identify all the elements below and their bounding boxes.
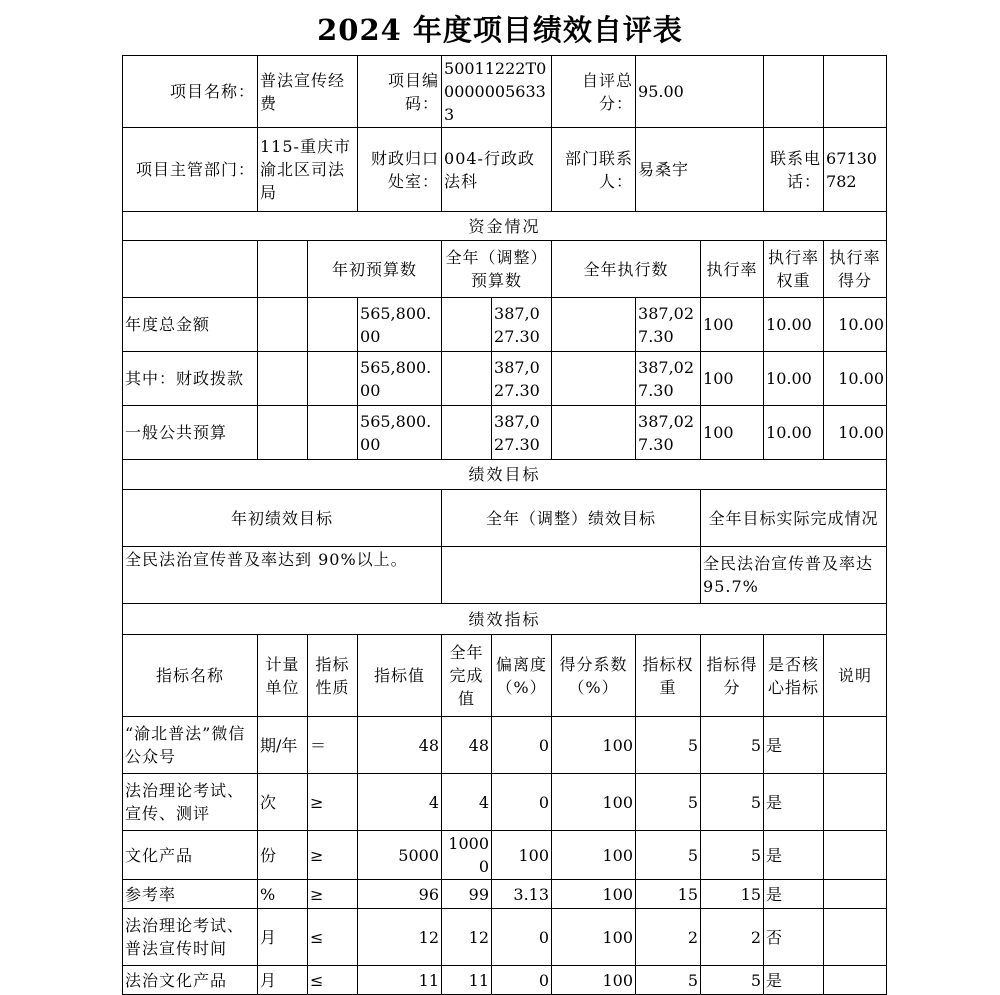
- indicator-row: [123, 966, 887, 995]
- ind-unit: 次: [258, 774, 308, 831]
- goals-adjusted-text: [442, 547, 701, 604]
- empty-cell: [824, 56, 887, 128]
- ind-score: 5: [701, 831, 764, 880]
- goals-initial-text: 全民法治宣传普及率达到 90%以上。: [123, 547, 442, 604]
- empty-cell: [308, 298, 358, 352]
- indicator-row: [123, 717, 887, 774]
- ind-header-target: 指标值: [358, 635, 442, 717]
- ind-deviation: 0: [492, 717, 552, 774]
- empty-cell: [442, 352, 492, 406]
- funds-row-initial: 565,800.00: [358, 406, 442, 460]
- ind-note: [824, 831, 887, 880]
- funds-row-initial: 565,800.00: [358, 298, 442, 352]
- funds-header-adjusted: 全年（调整）预算数: [442, 241, 552, 298]
- performance-table: [122, 55, 887, 995]
- empty-cell: [258, 406, 308, 460]
- ind-name: 法治理论考试、普法宣传时间: [123, 909, 258, 966]
- ind-weight: 5: [636, 717, 701, 774]
- ind-score: 2: [701, 909, 764, 966]
- ind-nature: ≥: [308, 831, 358, 880]
- goals-header-actual: 全年目标实际完成情况: [701, 490, 887, 547]
- ind-deviation: 100: [492, 831, 552, 880]
- dept-value: 115-重庆市渝北区司法局: [258, 128, 358, 212]
- ind-header-done: 全年完成值: [442, 635, 492, 717]
- funds-row-rate: 100: [701, 406, 764, 460]
- goals-header-adjusted: 全年（调整）绩效目标: [442, 490, 701, 547]
- funds-row: [123, 352, 887, 406]
- ind-nature: ≥: [308, 774, 358, 831]
- empty-cell: [308, 352, 358, 406]
- funds-row-name: 其中：财政拨款: [123, 352, 258, 406]
- funds-row-score: 10.00: [824, 406, 887, 460]
- phone-label: 联系电话：: [764, 128, 824, 212]
- contact-value: 易桑宇: [636, 128, 764, 212]
- funds-row-weight: 10.00: [764, 352, 824, 406]
- funds-row-rate: 100: [701, 352, 764, 406]
- funds-section-heading: 资金情况: [123, 212, 887, 241]
- project-name-label: 项目名称：: [123, 56, 258, 128]
- funds-header-score: 执行率得分: [824, 241, 887, 298]
- score-value: 95.00: [636, 56, 764, 128]
- ind-coef: 100: [552, 831, 636, 880]
- funds-row-adjusted: 387,027.30: [492, 352, 552, 406]
- info-row-1: [123, 56, 887, 128]
- score-label: 自评总分：: [552, 56, 636, 128]
- ind-weight: 5: [636, 831, 701, 880]
- indicators-section-heading: 绩效指标: [123, 604, 887, 635]
- ind-nature: ＝: [308, 717, 358, 774]
- ind-deviation: 0: [492, 774, 552, 831]
- ind-target: 96: [358, 880, 442, 909]
- funds-row-score: 10.00: [824, 352, 887, 406]
- ind-note: [824, 880, 887, 909]
- ind-done: 99: [442, 880, 492, 909]
- funds-header-row: [123, 241, 887, 298]
- empty-cell: [258, 352, 308, 406]
- ind-score: 5: [701, 774, 764, 831]
- ind-nature: ≤: [308, 966, 358, 995]
- ind-deviation: 0: [492, 909, 552, 966]
- indicator-row: [123, 909, 887, 966]
- funds-header-weight: 执行率权重: [764, 241, 824, 298]
- ind-header-note: 说明: [824, 635, 887, 717]
- project-code-label: 项目编码：: [358, 56, 442, 128]
- ind-score: 5: [701, 717, 764, 774]
- ind-weight: 2: [636, 909, 701, 966]
- funds-row-name: 年度总金额: [123, 298, 258, 352]
- ind-target: 48: [358, 717, 442, 774]
- funds-row-rate: 100: [701, 298, 764, 352]
- ind-nature: ≥: [308, 880, 358, 909]
- ind-note: [824, 774, 887, 831]
- finance-label: 财政归口处室：: [358, 128, 442, 212]
- finance-value: 004-行政政法科: [442, 128, 552, 212]
- ind-core: 是: [764, 880, 824, 909]
- goals-header-row: [123, 490, 887, 547]
- ind-note: [824, 717, 887, 774]
- funds-row-executed: 387,027.30: [636, 298, 701, 352]
- ind-done: 48: [442, 717, 492, 774]
- ind-unit: 份: [258, 831, 308, 880]
- goals-header-initial: 年初绩效目标: [123, 490, 442, 547]
- indicator-row: [123, 774, 887, 831]
- goals-row: [123, 547, 887, 604]
- ind-nature: ≤: [308, 909, 358, 966]
- ind-coef: 100: [552, 880, 636, 909]
- goals-section-heading: 绩效目标: [123, 460, 887, 490]
- ind-name: 文化产品: [123, 831, 258, 880]
- funds-row-name: 一般公共预算: [123, 406, 258, 460]
- empty-cell: [552, 406, 636, 460]
- ind-unit: %: [258, 880, 308, 909]
- funds-row-adjusted: 387,027.30: [492, 298, 552, 352]
- ind-weight: 5: [636, 774, 701, 831]
- empty-cell: [258, 241, 308, 298]
- empty-cell: [308, 406, 358, 460]
- ind-header-nature: 指标性质: [308, 635, 358, 717]
- funds-row: [123, 298, 887, 352]
- ind-unit: 月: [258, 909, 308, 966]
- ind-note: [824, 966, 887, 995]
- project-name-value: 普法宣传经费: [258, 56, 358, 128]
- info-row-2: [123, 128, 887, 212]
- ind-done: 11: [442, 966, 492, 995]
- ind-target: 4: [358, 774, 442, 831]
- empty-cell: [442, 298, 492, 352]
- ind-header-deviation: 偏离度（%）: [492, 635, 552, 717]
- indicators-section-row: [123, 604, 887, 635]
- funds-row: [123, 406, 887, 460]
- funds-row-executed: 387,027.30: [636, 352, 701, 406]
- funds-section-row: [123, 212, 887, 241]
- ind-core: 是: [764, 966, 824, 995]
- ind-done: 12: [442, 909, 492, 966]
- ind-weight: 5: [636, 966, 701, 995]
- ind-core: 是: [764, 831, 824, 880]
- ind-unit: 月: [258, 966, 308, 995]
- ind-score: 15: [701, 880, 764, 909]
- ind-target: 11: [358, 966, 442, 995]
- ind-header-coef: 得分系数（%）: [552, 635, 636, 717]
- funds-row-weight: 10.00: [764, 406, 824, 460]
- ind-coef: 100: [552, 909, 636, 966]
- page-title: 2024 年度项目绩效自评表: [317, 13, 683, 47]
- empty-cell: [552, 298, 636, 352]
- ind-header-weight: 指标权重: [636, 635, 701, 717]
- ind-header-score: 指标得分: [701, 635, 764, 717]
- ind-name: 法治文化产品: [123, 966, 258, 995]
- ind-name: “渝北普法”微信公众号: [123, 717, 258, 774]
- ind-name: 法治理论考试、宣传、测评: [123, 774, 258, 831]
- ind-header-unit: 计量单位: [258, 635, 308, 717]
- ind-unit: 期/年: [258, 717, 308, 774]
- goals-section-row: [123, 460, 887, 490]
- funds-row-weight: 10.00: [764, 298, 824, 352]
- ind-done: 4: [442, 774, 492, 831]
- ind-name: 参考率: [123, 880, 258, 909]
- goals-actual-text: 全民法治宣传普及率达 95.7%: [701, 547, 887, 604]
- funds-header-initial: 年初预算数: [308, 241, 442, 298]
- ind-core: 是: [764, 774, 824, 831]
- contact-label: 部门联系人：: [552, 128, 636, 212]
- funds-row-score: 10.00: [824, 298, 887, 352]
- funds-row-initial: 565,800.00: [358, 352, 442, 406]
- empty-cell: [123, 241, 258, 298]
- funds-row-adjusted: 387,027.30: [492, 406, 552, 460]
- ind-header-name: 指标名称: [123, 635, 258, 717]
- empty-cell: [764, 56, 824, 128]
- ind-coef: 100: [552, 966, 636, 995]
- project-code-value: 50011222T000000056333: [442, 56, 552, 128]
- ind-weight: 15: [636, 880, 701, 909]
- ind-target: 5000: [358, 831, 442, 880]
- empty-cell: [258, 298, 308, 352]
- dept-label: 项目主管部门：: [123, 128, 258, 212]
- ind-note: [824, 909, 887, 966]
- ind-target: 12: [358, 909, 442, 966]
- ind-score: 5: [701, 966, 764, 995]
- ind-coef: 100: [552, 717, 636, 774]
- empty-cell: [552, 352, 636, 406]
- ind-done: 10000: [442, 831, 492, 880]
- funds-header-executed: 全年执行数: [552, 241, 701, 298]
- ind-coef: 100: [552, 774, 636, 831]
- indicator-row: [123, 831, 887, 880]
- funds-row-executed: 387,027.30: [636, 406, 701, 460]
- phone-value: 67130782: [824, 128, 887, 212]
- indicator-row: [123, 880, 887, 909]
- empty-cell: [442, 406, 492, 460]
- ind-deviation: 0: [492, 966, 552, 995]
- ind-core: 是: [764, 717, 824, 774]
- ind-core: 否: [764, 909, 824, 966]
- funds-header-rate: 执行率: [701, 241, 764, 298]
- indicators-header-row: [123, 635, 887, 717]
- ind-deviation: 3.13: [492, 880, 552, 909]
- ind-header-core: 是否核心指标: [764, 635, 824, 717]
